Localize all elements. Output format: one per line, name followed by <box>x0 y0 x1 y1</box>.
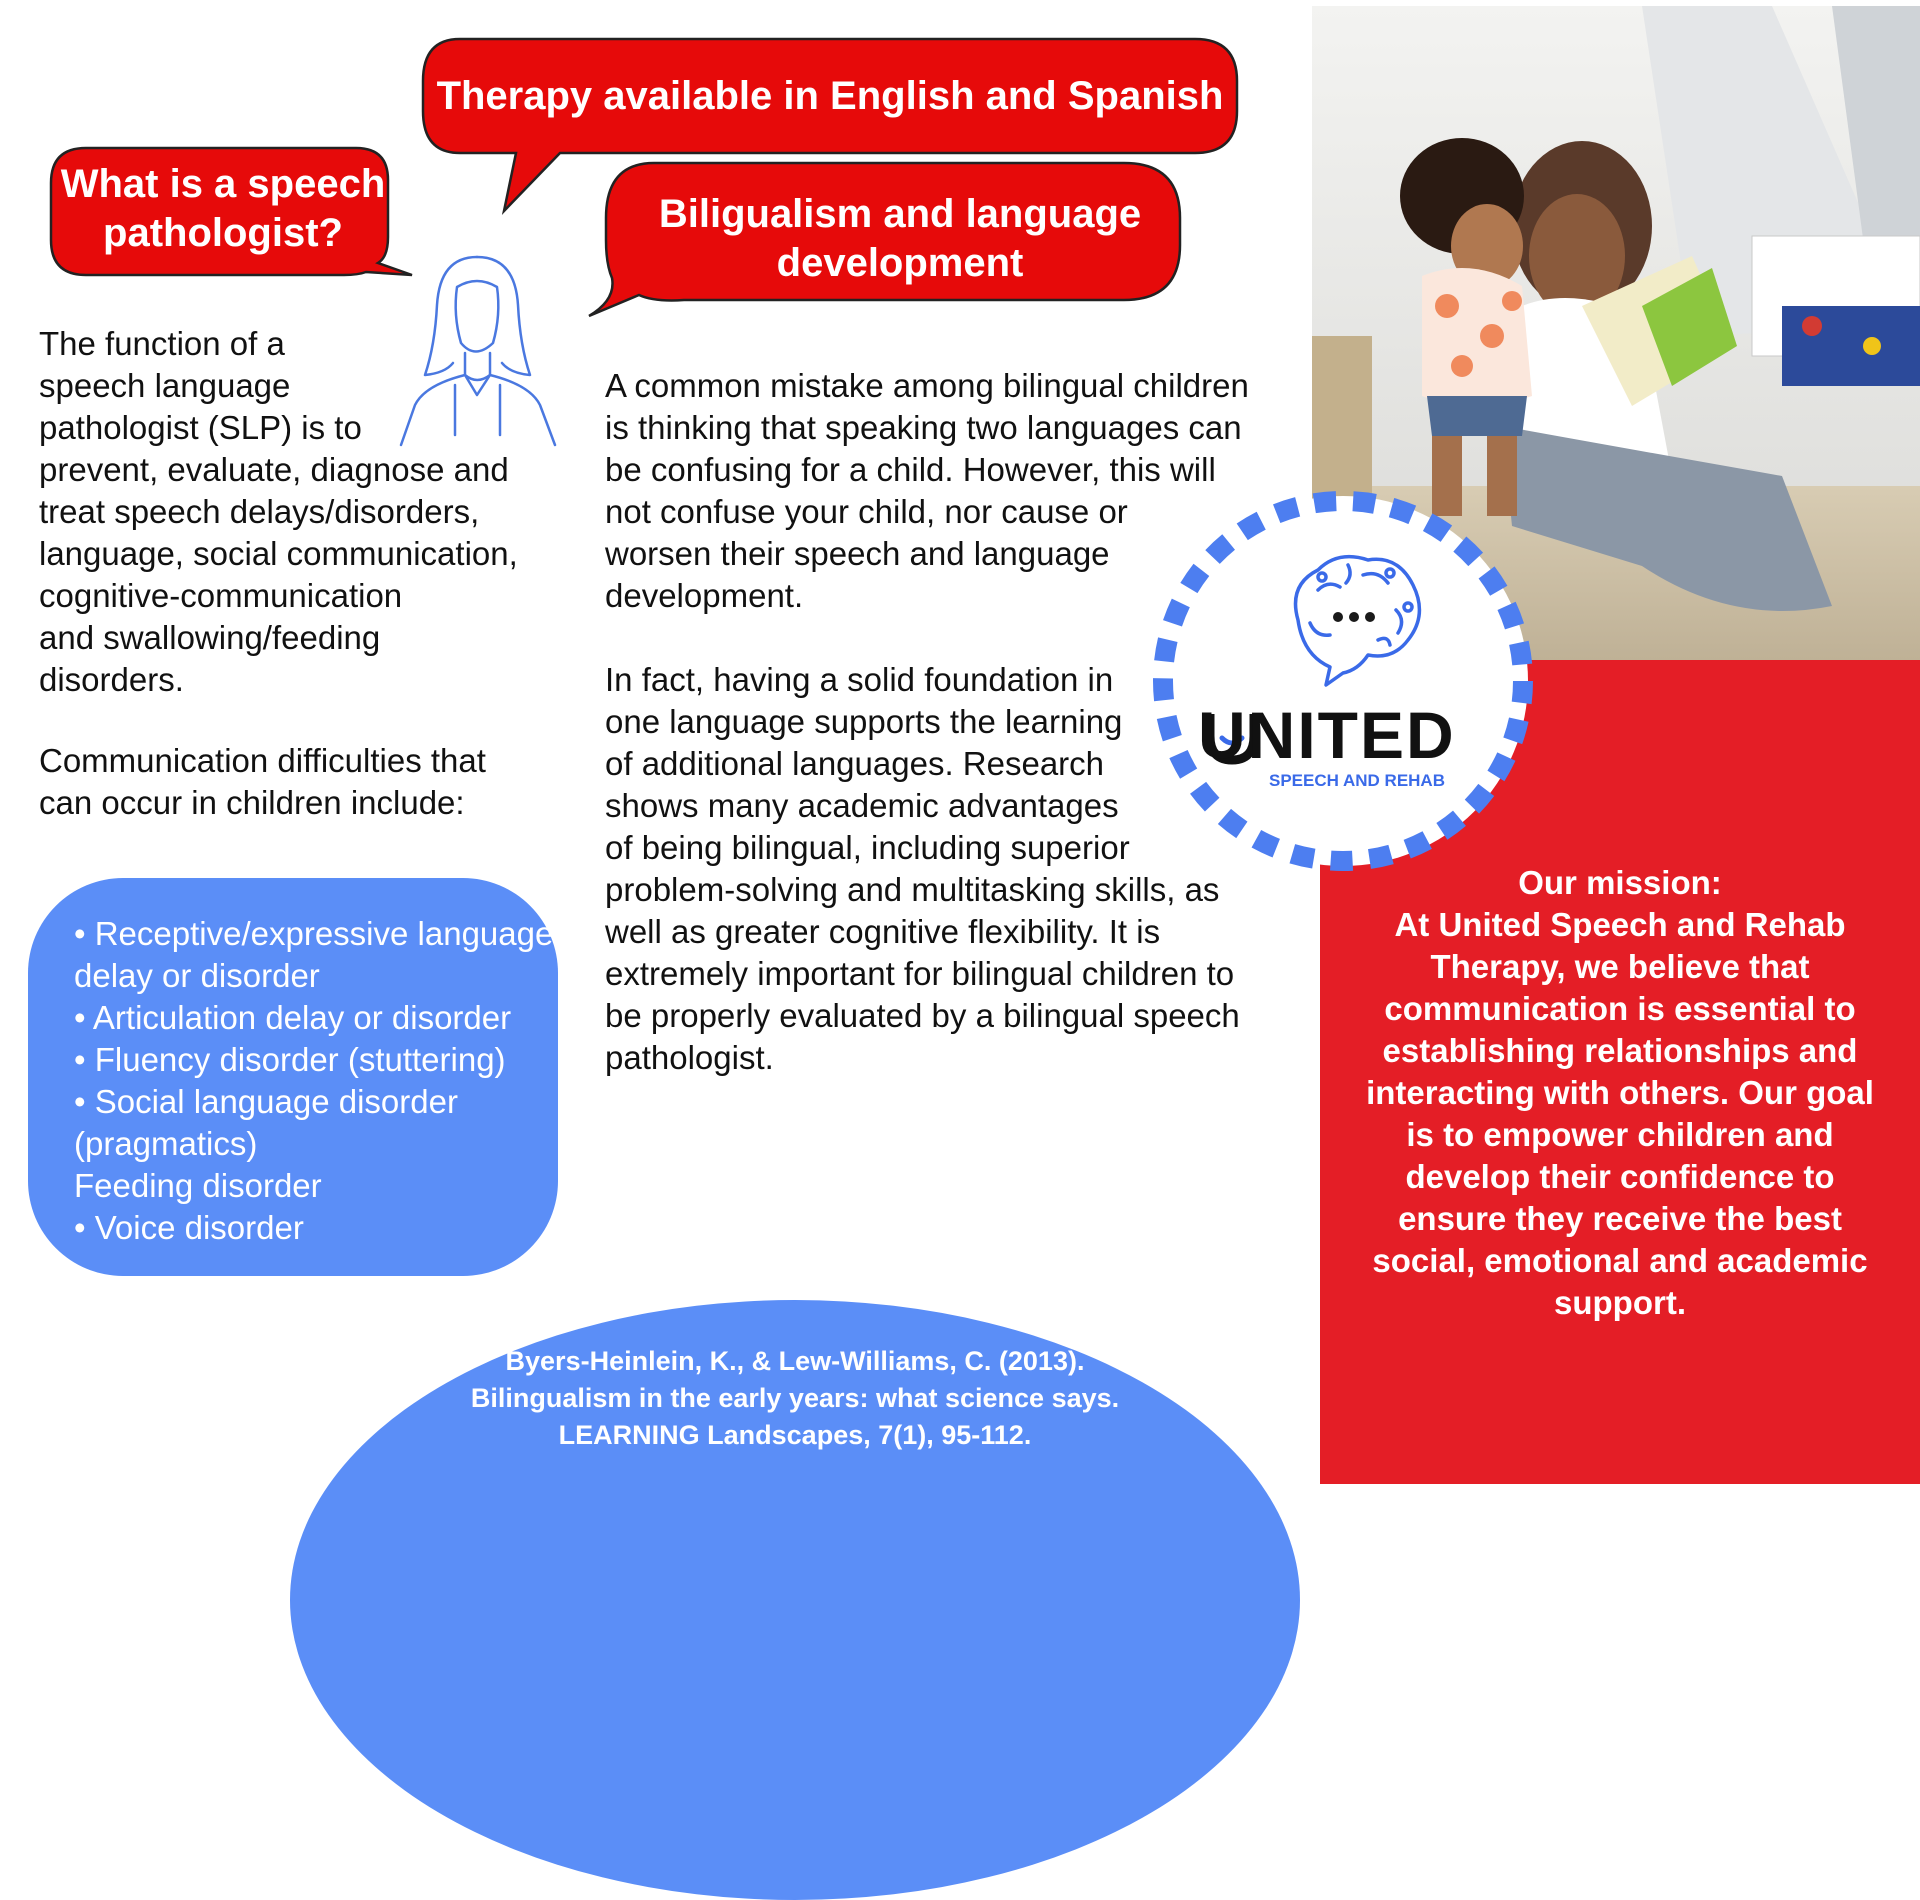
bilingual-paragraph-1: A common mistake among bilingual children is thinking that speaking two languages can be confusing for a child. However, this will not confuse your child, nor cause or worsen their speech and language development. <box>605 367 1249 614</box>
brain-speech-icon <box>1278 545 1428 695</box>
mission-text: At United Speech and Rehab Therapy, we believe that communication is essential to establishing relationships and interacting with others. Our goal is to empower children and develop their confidence to ensure they receive the best social, emotional and academic support. <box>1366 906 1874 1321</box>
logo-name: UNITED <box>1198 698 1456 772</box>
slp-description: The function of a speech language pathologist (SLP) is to prevent, evaluate, diagnose and treat speech delays/disorders, language, social communication, cognitive-communication and swallowing/feeding disorders. <box>39 325 518 698</box>
logo-subtitle: SPEECH AND REHAB <box>1268 771 1445 790</box>
list-item: • Voice disorder <box>74 1209 304 1246</box>
citation-line-1: Byers-Heinlein, K., & Lew-Williams, C. (2013). <box>505 1346 1085 1376</box>
list-item: • Fluency disorder (stuttering) <box>74 1041 506 1078</box>
bubble-therapy-text: Therapy available in English and Spanish <box>436 74 1224 118</box>
bubble-bilingualism-text: Biligualism and language development <box>658 192 1142 285</box>
list-item: • Social language disorder (pragmatics) <box>74 1083 458 1162</box>
list-item: • Receptive/expressive language delay or disorder <box>74 915 554 994</box>
bilingual-paragraph-2: In fact, having a solid foundation in one language supports the learning of additional languages. Research shows many academic advantages of being bilingual, including superior problem-solving and multitasking skills, as well as greater cognitive flexibility. It is extremely important for bilingual children to be properly evaluated by a bilingual speech pathologist. <box>605 661 1240 1076</box>
mission-heading: Our mission: <box>1518 864 1722 901</box>
citation-line-2: Bilingualism in the early years: what science says. <box>470 1383 1120 1413</box>
list-item: Feeding disorder <box>74 1167 322 1204</box>
difficulties-intro: Communication difficulties that can occur in children include: <box>39 742 486 821</box>
list-item: • Articulation delay or disorder <box>74 999 512 1036</box>
citation-line-3: LEARNING Landscapes, 7(1), 95-112. <box>558 1420 1032 1450</box>
difficulties-list <box>74 913 554 1249</box>
bubble-speech-pathologist-text: What is a speech pathologist? <box>60 162 386 255</box>
